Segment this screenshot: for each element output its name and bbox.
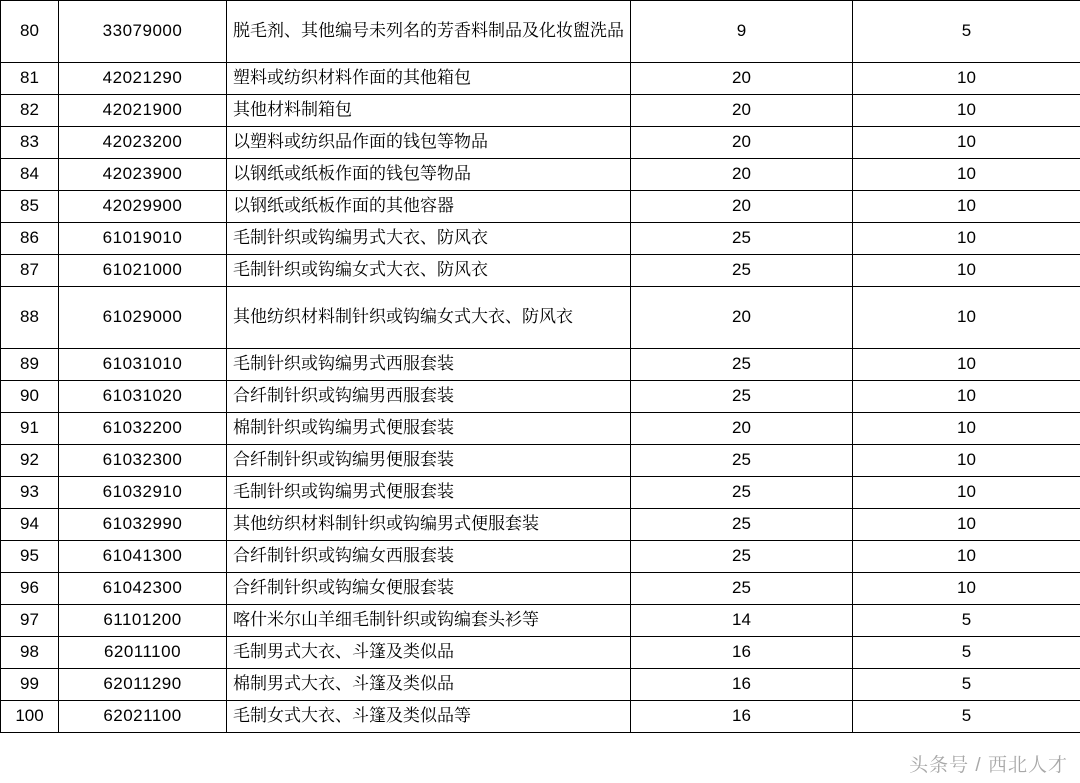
cell-current-rate: 16 bbox=[631, 637, 853, 669]
cell-new-rate: 10 bbox=[853, 63, 1080, 95]
table-row bbox=[1, 1, 1080, 63]
table-row bbox=[1, 223, 1080, 255]
cell-current-rate: 25 bbox=[631, 445, 853, 477]
table-row bbox=[1, 701, 1080, 733]
cell-description: 毛制针织或钩编男式便服套装 bbox=[227, 477, 631, 509]
cell-description: 以塑料或纺织品作面的钱包等物品 bbox=[227, 127, 631, 159]
cell-index: 84 bbox=[1, 159, 59, 191]
cell-new-rate: 10 bbox=[853, 413, 1080, 445]
cell-current-rate: 20 bbox=[631, 95, 853, 127]
cell-code: 42023200 bbox=[59, 127, 227, 159]
table-row bbox=[1, 637, 1080, 669]
cell-index: 85 bbox=[1, 191, 59, 223]
table-row bbox=[1, 541, 1080, 573]
cell-current-rate: 9 bbox=[631, 1, 853, 63]
cell-description: 其他纺织材料制针织或钩编男式便服套装 bbox=[227, 509, 631, 541]
table-row bbox=[1, 445, 1080, 477]
cell-current-rate: 20 bbox=[631, 287, 853, 349]
cell-current-rate: 14 bbox=[631, 605, 853, 637]
table-row bbox=[1, 95, 1080, 127]
cell-code: 61029000 bbox=[59, 287, 227, 349]
cell-code: 61031020 bbox=[59, 381, 227, 413]
cell-index: 90 bbox=[1, 381, 59, 413]
cell-index: 86 bbox=[1, 223, 59, 255]
cell-index: 83 bbox=[1, 127, 59, 159]
cell-current-rate: 25 bbox=[631, 573, 853, 605]
cell-new-rate: 5 bbox=[853, 669, 1080, 701]
cell-description: 以钢纸或纸板作面的钱包等物品 bbox=[227, 159, 631, 191]
cell-new-rate: 5 bbox=[853, 701, 1080, 733]
cell-current-rate: 25 bbox=[631, 223, 853, 255]
table-row bbox=[1, 127, 1080, 159]
table-row bbox=[1, 349, 1080, 381]
cell-code: 61101200 bbox=[59, 605, 227, 637]
cell-description: 脱毛剂、其他编号未列名的芳香料制品及化妆盥洗品 bbox=[227, 1, 631, 63]
cell-index: 97 bbox=[1, 605, 59, 637]
cell-description: 合纤制针织或钩编女西服套装 bbox=[227, 541, 631, 573]
cell-current-rate: 16 bbox=[631, 701, 853, 733]
cell-description: 毛制男式大衣、斗篷及类似品 bbox=[227, 637, 631, 669]
cell-new-rate: 10 bbox=[853, 127, 1080, 159]
cell-current-rate: 25 bbox=[631, 255, 853, 287]
cell-description: 塑料或纺织材料作面的其他箱包 bbox=[227, 63, 631, 95]
cell-new-rate: 10 bbox=[853, 477, 1080, 509]
cell-new-rate: 10 bbox=[853, 287, 1080, 349]
cell-code: 42029900 bbox=[59, 191, 227, 223]
cell-new-rate: 10 bbox=[853, 541, 1080, 573]
table-row bbox=[1, 159, 1080, 191]
table-row bbox=[1, 605, 1080, 637]
cell-new-rate: 10 bbox=[853, 445, 1080, 477]
table-body bbox=[1, 1, 1080, 733]
cell-code: 61032990 bbox=[59, 509, 227, 541]
cell-code: 61042300 bbox=[59, 573, 227, 605]
table-row bbox=[1, 381, 1080, 413]
cell-description: 其他纺织材料制针织或钩编女式大衣、防风衣 bbox=[227, 287, 631, 349]
cell-index: 91 bbox=[1, 413, 59, 445]
cell-description: 毛制女式大衣、斗篷及类似品等 bbox=[227, 701, 631, 733]
cell-new-rate: 10 bbox=[853, 509, 1080, 541]
cell-description: 其他材料制箱包 bbox=[227, 95, 631, 127]
cell-code: 42021900 bbox=[59, 95, 227, 127]
cell-description: 毛制针织或钩编男式西服套装 bbox=[227, 349, 631, 381]
cell-new-rate: 10 bbox=[853, 95, 1080, 127]
cell-index: 95 bbox=[1, 541, 59, 573]
cell-current-rate: 25 bbox=[631, 381, 853, 413]
cell-code: 62021100 bbox=[59, 701, 227, 733]
cell-current-rate: 25 bbox=[631, 509, 853, 541]
cell-new-rate: 10 bbox=[853, 191, 1080, 223]
cell-description: 喀什米尔山羊细毛制针织或钩编套头衫等 bbox=[227, 605, 631, 637]
cell-new-rate: 10 bbox=[853, 381, 1080, 413]
cell-code: 61041300 bbox=[59, 541, 227, 573]
cell-index: 92 bbox=[1, 445, 59, 477]
cell-current-rate: 20 bbox=[631, 413, 853, 445]
cell-current-rate: 20 bbox=[631, 159, 853, 191]
cell-current-rate: 20 bbox=[631, 127, 853, 159]
cell-code: 61032200 bbox=[59, 413, 227, 445]
cell-new-rate: 10 bbox=[853, 573, 1080, 605]
table-row bbox=[1, 287, 1080, 349]
cell-description: 毛制针织或钩编男式大衣、防风衣 bbox=[227, 223, 631, 255]
cell-index: 88 bbox=[1, 287, 59, 349]
cell-current-rate: 20 bbox=[631, 191, 853, 223]
watermark-label: 头条号 / 西北人才 bbox=[909, 755, 1068, 776]
cell-index: 96 bbox=[1, 573, 59, 605]
cell-description: 合纤制针织或钩编男便服套装 bbox=[227, 445, 631, 477]
cell-code: 61032300 bbox=[59, 445, 227, 477]
cell-code: 61031010 bbox=[59, 349, 227, 381]
cell-code: 61021000 bbox=[59, 255, 227, 287]
cell-current-rate: 25 bbox=[631, 541, 853, 573]
cell-index: 93 bbox=[1, 477, 59, 509]
cell-code: 61019010 bbox=[59, 223, 227, 255]
cell-code: 33079000 bbox=[59, 1, 227, 63]
cell-description: 合纤制针织或钩编女便服套装 bbox=[227, 573, 631, 605]
cell-description: 棉制针织或钩编男式便服套装 bbox=[227, 413, 631, 445]
table-row bbox=[1, 63, 1080, 95]
cell-new-rate: 10 bbox=[853, 255, 1080, 287]
table-row bbox=[1, 191, 1080, 223]
cell-description: 以钢纸或纸板作面的其他容器 bbox=[227, 191, 631, 223]
table-row bbox=[1, 413, 1080, 445]
cell-current-rate: 25 bbox=[631, 477, 853, 509]
table-row bbox=[1, 669, 1080, 701]
cell-new-rate: 5 bbox=[853, 1, 1080, 63]
cell-new-rate: 10 bbox=[853, 349, 1080, 381]
table-row bbox=[1, 255, 1080, 287]
cell-description: 棉制男式大衣、斗篷及类似品 bbox=[227, 669, 631, 701]
cell-index: 80 bbox=[1, 1, 59, 63]
cell-code: 61032910 bbox=[59, 477, 227, 509]
cell-code: 42023900 bbox=[59, 159, 227, 191]
table-row bbox=[1, 477, 1080, 509]
cell-index: 87 bbox=[1, 255, 59, 287]
cell-code: 62011100 bbox=[59, 637, 227, 669]
table-row bbox=[1, 573, 1080, 605]
cell-new-rate: 5 bbox=[853, 637, 1080, 669]
cell-current-rate: 20 bbox=[631, 63, 853, 95]
cell-index: 94 bbox=[1, 509, 59, 541]
cell-index: 82 bbox=[1, 95, 59, 127]
cell-code: 42021290 bbox=[59, 63, 227, 95]
cell-new-rate: 10 bbox=[853, 223, 1080, 255]
cell-code: 62011290 bbox=[59, 669, 227, 701]
cell-index: 81 bbox=[1, 63, 59, 95]
cell-index: 98 bbox=[1, 637, 59, 669]
cell-description: 毛制针织或钩编女式大衣、防风衣 bbox=[227, 255, 631, 287]
cell-current-rate: 25 bbox=[631, 349, 853, 381]
cell-new-rate: 10 bbox=[853, 159, 1080, 191]
cell-index: 100 bbox=[1, 701, 59, 733]
cell-new-rate: 5 bbox=[853, 605, 1080, 637]
cell-description: 合纤制针织或钩编男西服套装 bbox=[227, 381, 631, 413]
table-row bbox=[1, 509, 1080, 541]
cell-index: 89 bbox=[1, 349, 59, 381]
cell-current-rate: 16 bbox=[631, 669, 853, 701]
cell-index: 99 bbox=[1, 669, 59, 701]
